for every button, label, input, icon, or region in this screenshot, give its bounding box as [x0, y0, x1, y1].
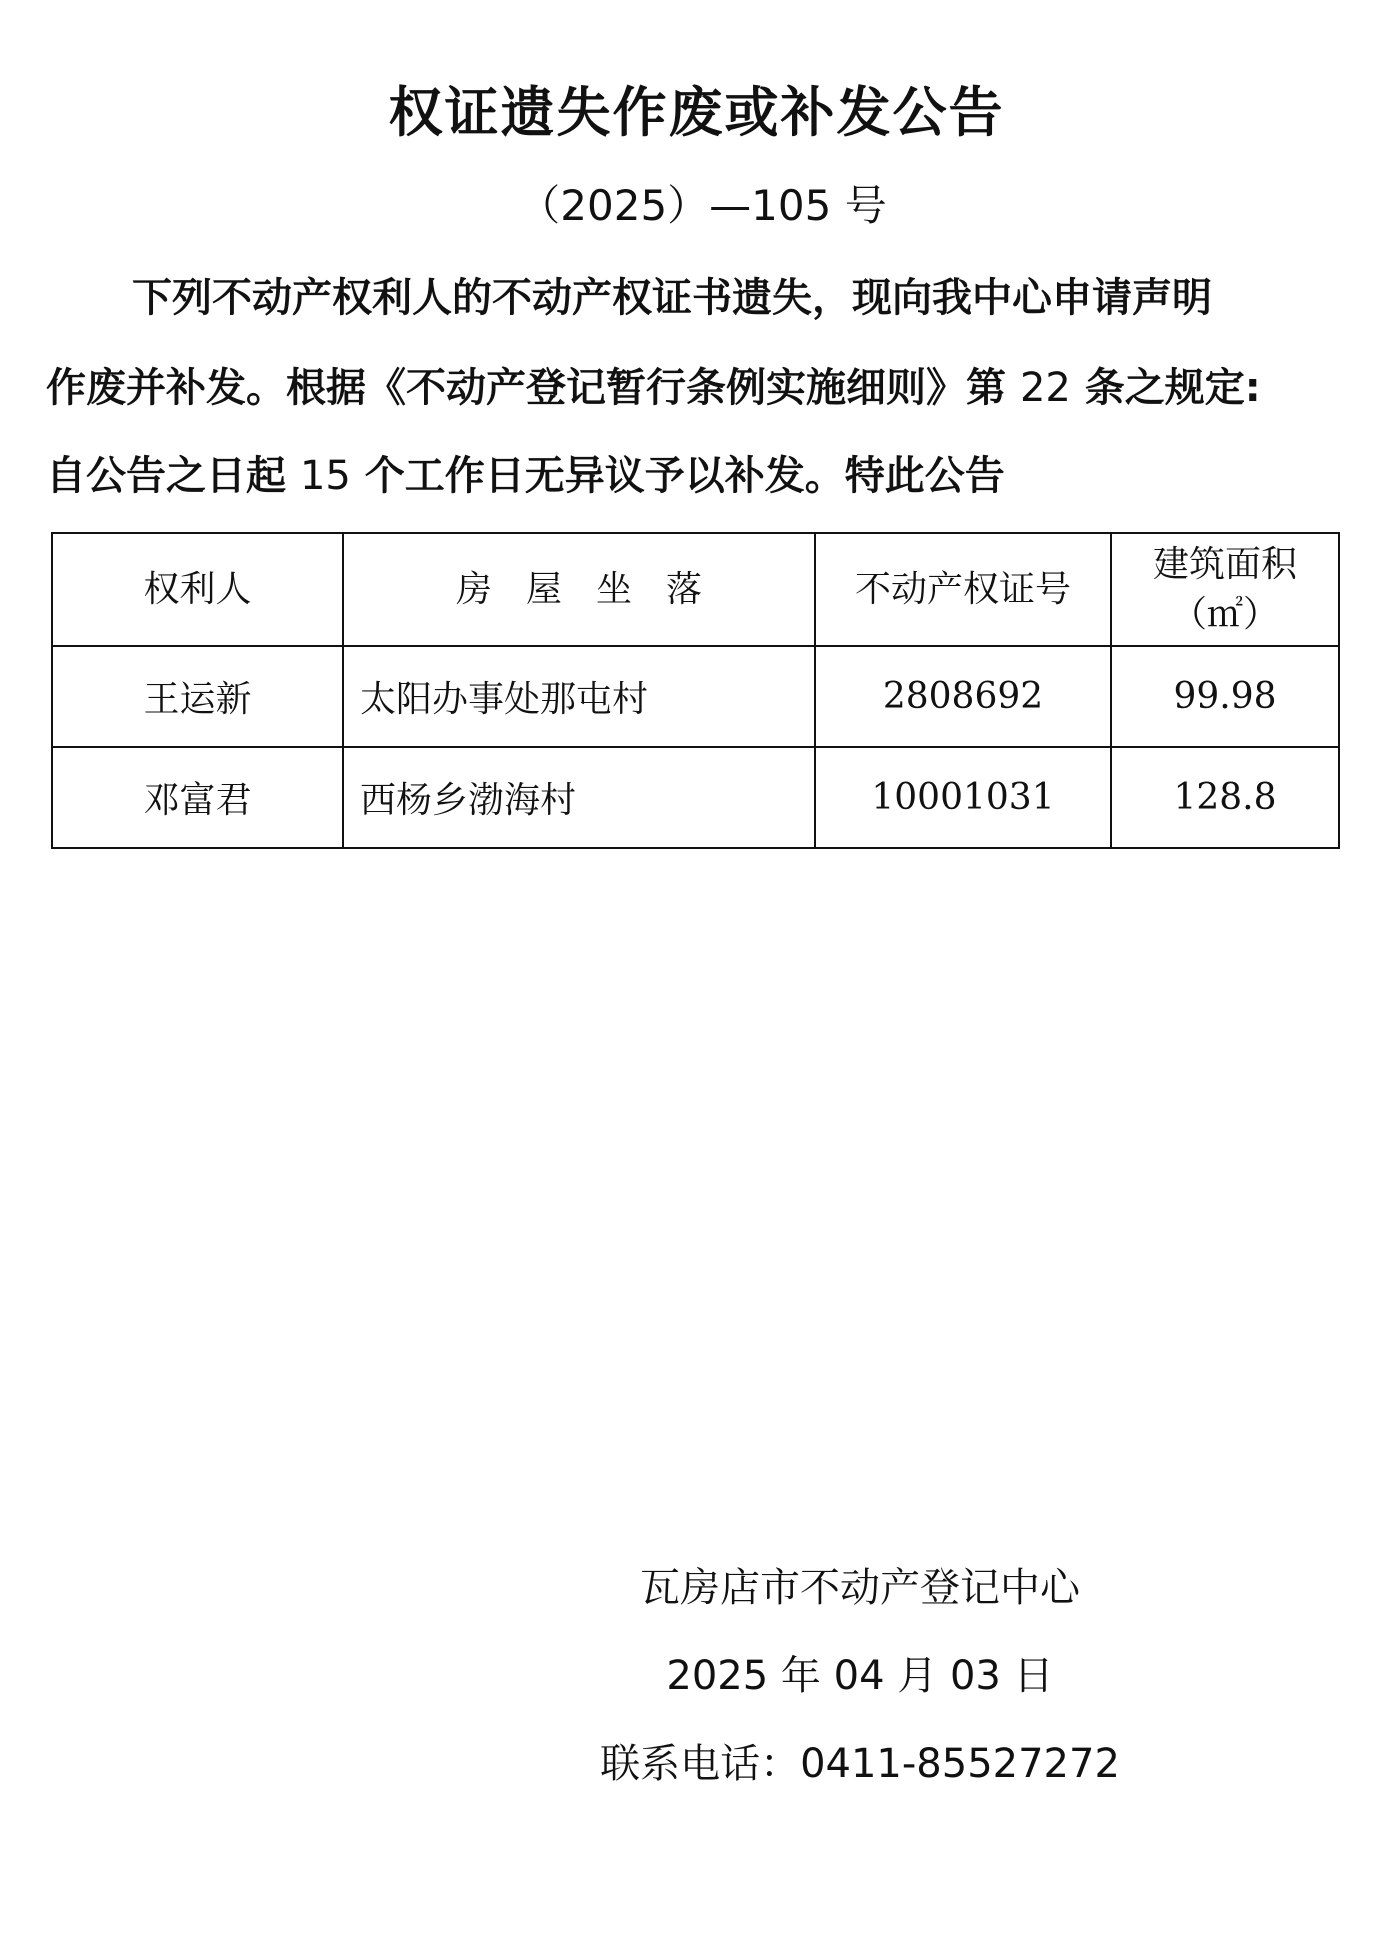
body-paragraph-line-2 — [46, 360, 1261, 416]
document-number: （2025）—105 号 — [518, 181, 887, 230]
table-row — [52, 747, 1339, 848]
body-text: 作废并补发。根据《不动产登记暂行条例实施细则》第 — [46, 365, 1020, 411]
table-row — [52, 646, 1339, 747]
header-location: 房屋坐落 — [343, 533, 815, 646]
certificate-table — [51, 532, 1340, 849]
cell-location: 太阳办事处那屯村 — [343, 646, 815, 747]
cell-cert-no: 2808692 — [815, 646, 1111, 747]
body-text: 下列不动产权利人的不动产权证书遗失，现向我中心申请声明 — [132, 275, 1212, 321]
contact-phone: 联系电话：0411-85527272 — [600, 1741, 1120, 1787]
cell-location: 西杨乡渤海村 — [343, 747, 815, 848]
cell-area: 128.8 — [1111, 747, 1339, 848]
header-area-label: 建筑面积 — [1152, 543, 1297, 585]
working-days-number: 15 — [299, 453, 351, 499]
cell-area: 99.98 — [1111, 646, 1339, 747]
article-number: 22 — [1019, 365, 1071, 411]
body-paragraph-line-3 — [46, 448, 1005, 504]
body-paragraph-line-1 — [132, 270, 1212, 326]
header-cert-no: 不动产权证号 — [815, 533, 1111, 646]
header-area-unit: （㎡） — [1170, 593, 1279, 635]
header-area — [1111, 533, 1339, 646]
cell-cert-no: 10001031 — [815, 747, 1111, 848]
body-text: 条之规定: — [1070, 365, 1261, 411]
body-text: 个工作日无异议予以补发。特此公告 — [350, 453, 1005, 499]
notice-title: 权证遗失作废或补发公告 — [388, 81, 1005, 144]
cell-owner: 邓富君 — [52, 747, 343, 848]
body-text: 自公告之日起 — [46, 453, 300, 499]
issue-date: 2025 年 04 月 03 日 — [666, 1653, 1054, 1699]
table-header-row — [52, 533, 1339, 646]
header-owner: 权利人 — [52, 533, 343, 646]
issuer-name: 瓦房店市不动产登记中心 — [640, 1565, 1080, 1611]
cell-owner: 王运新 — [52, 646, 343, 747]
